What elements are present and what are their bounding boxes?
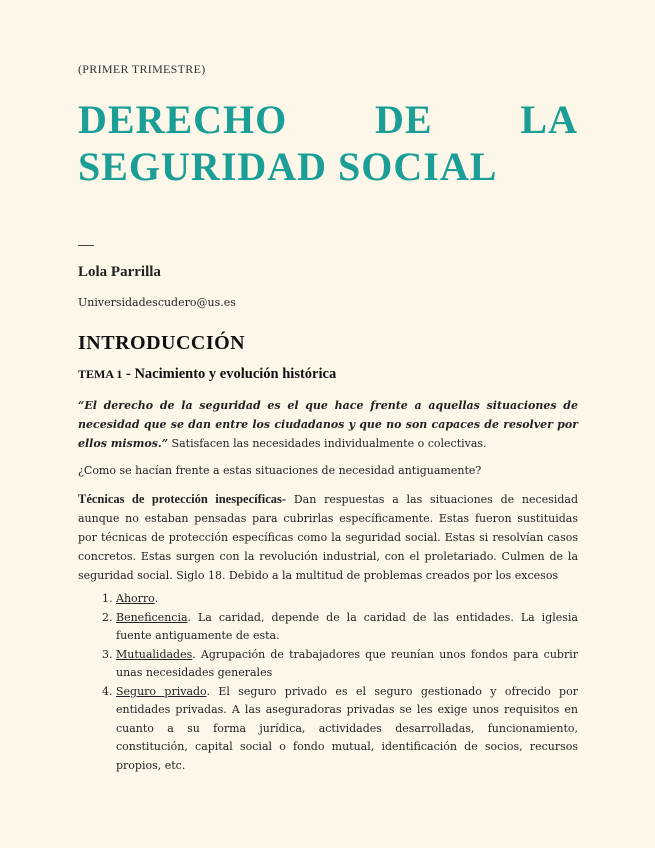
tema-heading (78, 366, 336, 383)
list-item-text: . El seguro privado es el seguro gestionado y ofrecido por entidades privadas. A las aseguradoras privadas se les exige unos requisitos en cuanto a su forma jurídica, actividades desarrolladas, funcionamiento, constitución, capital social o fondo mutual, identificación de socios, recursos propios, etc. (116, 684, 578, 772)
tema-label: TEMA 1 (78, 367, 123, 381)
list-item-text: . La caridad, depende de la caridad de las entidades. La iglesia fuente antiguamente de esta. (116, 610, 578, 642)
list-item-term: Beneficencia (116, 610, 188, 624)
title-word-2: DE (375, 97, 433, 142)
title-line-1 (78, 96, 578, 143)
list-item (116, 646, 578, 683)
tema-separator: - (122, 366, 135, 382)
techniques-text: Dan respuestas a las situaciones de necesidad aunque no estaban pensadas para cubrirlas específicamente. Estas fueron sustituidas por técnicas de protección específicas como la seguridad social. Estas si resolvían casos concretos. Estas surgen con la revolución industrial, con el proletariado. Culmen de la seguridad social. Siglo 18. Debido a la multitud de problemas creados por los excesos (78, 493, 578, 582)
definition-quote: “El derecho de la seguridad es el que hace frente a aquellas situaciones de necesidad que se dan entre los ciudadanos y que no son capaces de resolver por ellos mismos.” (78, 399, 578, 450)
definition-tail: Satisfacen las necesidades individualmente o colectivas. (168, 437, 487, 450)
title-word-3: LA (520, 97, 578, 142)
techniques-lead: Técnicas de protección inespecíficas- (78, 492, 287, 506)
list-item-text: . (154, 592, 159, 605)
term-label: (PRIMER TRIMESTRE) (78, 62, 206, 76)
list-item-text: . Agrupación de trabajadores que reunían unos fondos para cubrir unas necesidades generales (116, 647, 578, 679)
list-item (116, 609, 578, 646)
author-name: Lola Parrilla (78, 264, 161, 280)
question-paragraph: ¿Como se hacían frente a estas situaciones de necesidad antiguamente? (78, 464, 482, 477)
title-line-2: SEGURIDAD SOCIAL (78, 144, 498, 189)
list-item-term: Mutualidades (116, 647, 193, 661)
list-item-term: Seguro privado (116, 684, 207, 698)
divider (78, 245, 94, 246)
title-word-1: DERECHO (78, 97, 288, 142)
list-item (116, 683, 578, 776)
definition-paragraph (78, 396, 578, 453)
author-email: Universidadescudero@us.es (78, 296, 236, 309)
document-title (78, 96, 578, 190)
section-heading: INTRODUCCIÓN (78, 332, 246, 354)
list-item-term: Ahorro (116, 592, 155, 605)
list-item (116, 590, 578, 609)
techniques-list (78, 590, 578, 775)
tema-title: Nacimiento y evolución histórica (134, 366, 337, 382)
techniques-paragraph (78, 490, 578, 585)
